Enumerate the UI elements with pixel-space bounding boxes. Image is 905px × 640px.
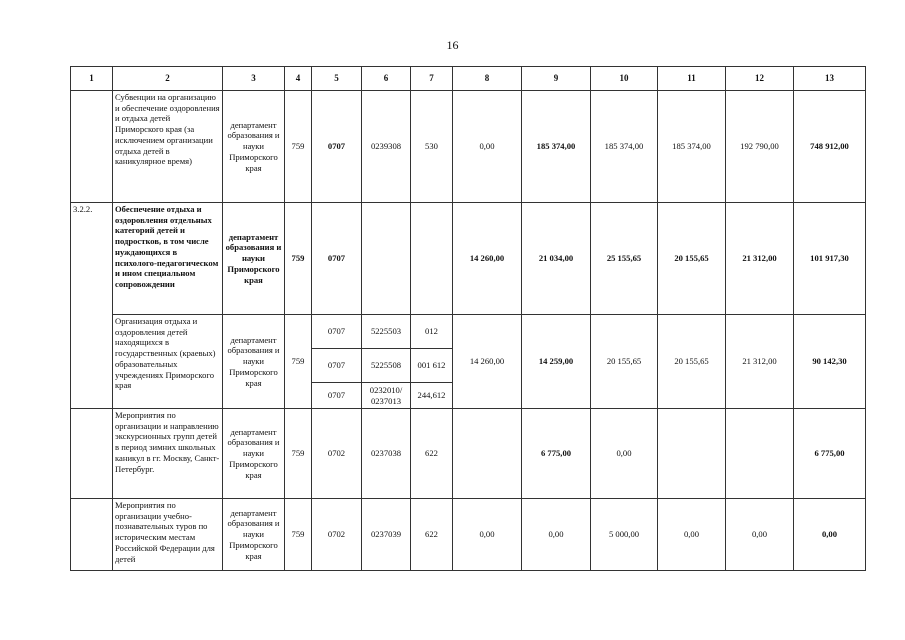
header-cell: 7 [411,67,453,91]
amount-cell: 0,00 [522,499,591,571]
item-number [71,409,113,499]
amount-cell: 14 260,00 [453,315,522,409]
amount-cell: 5 000,00 [591,499,658,571]
amount-cell: 21 034,00 [522,203,591,315]
table-row [71,499,866,571]
header-cell: 6 [362,67,411,91]
amount-cell: 14 259,00 [522,315,591,409]
code-cell: 0707 [312,349,362,383]
header-cell: 9 [522,67,591,91]
amount-cell: 21 312,00 [726,203,794,315]
code-cell: 0707 [312,315,362,349]
code-cell: 5225508 [362,349,411,383]
header-cell: 12 [726,67,794,91]
amount-cell: 0,00 [453,499,522,571]
amount-cell: 20 155,65 [591,315,658,409]
table-row [71,203,866,315]
table-row [71,409,866,499]
item-description: Мероприятия по организации и направлению экскурсионных групп детей в период зимних школьных каникул в гг. Москву, Санкт-Петербург. [113,409,223,499]
code-cell: 622 [411,409,453,499]
code-cell: 759 [285,499,312,571]
item-description: Организация отдыха и оздоровления детей находящихся в государственных (краевых) образовательных учреждениях Приморского края [113,315,223,409]
code-cell: 244,612 [411,383,453,409]
item-description: Обеспечение отдыха и оздоровления отдельных категорий детей и подростков, в том числе нуждающихся в психолого-педагогическом и ином специальном сопровождении [113,203,223,315]
amount-cell: 185 374,00 [658,91,726,203]
total-cell: 748 912,00 [794,91,866,203]
item-number [71,91,113,203]
header-cell: 2 [113,67,223,91]
code-cell: 012 [411,315,453,349]
amount-cell: 25 155,65 [591,203,658,315]
amount-cell: 20 155,65 [658,315,726,409]
amount-cell [658,409,726,499]
code-cell [362,203,411,315]
amount-cell: 0,00 [658,499,726,571]
code-cell: 0237039 [362,499,411,571]
code-cell: 0702 [312,499,362,571]
header-row [71,67,866,91]
code-cell: 0232010/ 0237013 [362,383,411,409]
total-cell: 0,00 [794,499,866,571]
amount-cell: 20 155,65 [658,203,726,315]
table-row [71,91,866,203]
department-cell: департамент образования и науки Приморского края [223,499,285,571]
amount-cell: 14 260,00 [453,203,522,315]
total-cell: 90 142,30 [794,315,866,409]
code-cell: 759 [285,203,312,315]
amount-cell: 6 775,00 [522,409,591,499]
code-cell: 0702 [312,409,362,499]
header-cell: 8 [453,67,522,91]
amount-cell: 185 374,00 [591,91,658,203]
code-cell: 0237038 [362,409,411,499]
code-cell: 622 [411,499,453,571]
item-description: Субвенции на организацию и обеспечение оздоровления и отдыха детей Приморского края (за исключением организации отдыха детей в каникулярное время) [113,91,223,203]
code-cell: 001 612 [411,349,453,383]
amount-cell [726,409,794,499]
header-cell: 10 [591,67,658,91]
item-number [71,499,113,571]
header-cell: 11 [658,67,726,91]
amount-cell: 21 312,00 [726,315,794,409]
amount-cell: 0,00 [453,91,522,203]
department-cell: департамент образования и науки Приморского края [223,203,285,315]
code-cell: 759 [285,409,312,499]
code-cell: 759 [285,91,312,203]
total-cell: 101 917,30 [794,203,866,315]
amount-cell: 0,00 [726,499,794,571]
total-cell: 6 775,00 [794,409,866,499]
code-cell: 0707 [312,91,362,203]
item-description: Мероприятия по организации учебно-познавательных туров по историческим местам Российской Федерации для детей [113,499,223,571]
header-cell: 3 [223,67,285,91]
amount-cell [453,409,522,499]
department-cell: департамент образования и науки Приморского края [223,409,285,499]
amount-cell: 0,00 [591,409,658,499]
header-cell: 5 [312,67,362,91]
code-cell: 530 [411,91,453,203]
header-cell: 4 [285,67,312,91]
amount-cell: 185 374,00 [522,91,591,203]
code-cell [411,203,453,315]
amount-cell: 192 790,00 [726,91,794,203]
code-cell: 5225503 [362,315,411,349]
code-cell: 0707 [312,203,362,315]
code-cell: 0239308 [362,91,411,203]
header-cell: 13 [794,67,866,91]
table-row [71,315,866,349]
code-cell: 0707 [312,383,362,409]
department-cell: департамент образования и науки Приморского края [223,315,285,409]
budget-table [70,66,866,571]
department-cell: департамент образования и науки Приморского края [223,91,285,203]
page-number: 16 [446,38,459,52]
item-number: 3.2.2. [71,203,113,409]
header-cell: 1 [71,67,113,91]
code-cell: 759 [285,315,312,409]
